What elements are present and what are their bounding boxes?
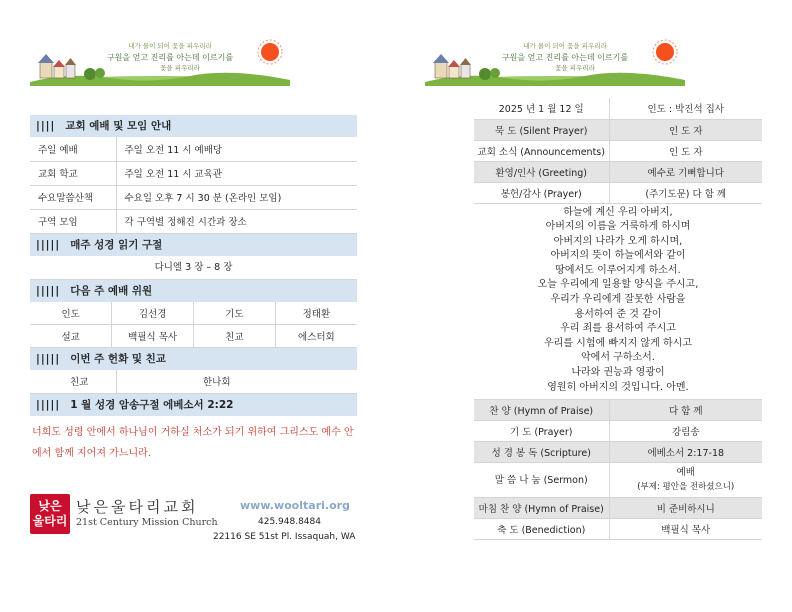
section-header-memory-verse: ||||| 1 월 성경 암송구절 에베소서 2:22 <box>30 394 357 416</box>
sermon-row: 말 씀 나 눔 (Sermon) 예배 (부제: 평안을 전하셨으니) <box>474 463 762 498</box>
bible-reading-passage: 다니엘 3 장 – 8 장 <box>30 256 357 280</box>
table-row: 주일 예배 주일 오전 11 시 예배당 <box>30 137 357 161</box>
lords-prayer-text: 하늘에 계신 우리 아버지, 아버지의 이름을 거룩하게 하시며 아버지의 나라가 오게 하시며, 아버지의 뜻이 하늘에서와 같이 땅에서도 이루어지게 하소서. 오늘 우리에게 일용할 양식을 주시고, 우리가 우리에게 잘못한 사람을 용서하여 준 것 같이 우리 죄를 용서하여 주시고 우리를 시험에 빠지지 않게 하시고 악에서 구하소서. 나라와 권능과 영광이 영원히 아버지의 것입니다. 아멘. <box>474 203 762 400</box>
church-address: 22116 SE 51st Pl. Issaquah, WA <box>213 532 356 542</box>
church-name: 낮은울타리교회 <box>76 498 199 516</box>
banner-text-line1-right: 내가 물이 되어 꽃을 피우리라 <box>523 42 607 50</box>
table-row: 교회 소식 (Announcements) 인 도 자 <box>474 140 762 161</box>
service-date: 2025 년 1 월 12 일 <box>474 98 609 119</box>
sermon-subtitle: (부제: 평안을 전하셨으니) <box>637 482 735 493</box>
order-of-worship-panel <box>474 98 762 540</box>
table-row: 성 경 봉 독 (Scripture) 에베소서 2:17-18 <box>474 442 762 463</box>
section-header-offering: ||||| 이번 주 헌화 및 친교 <box>30 348 357 370</box>
banner-text-line2: 구원을 얻고 진리를 아는데 이르기를 <box>106 53 234 62</box>
table-row: 축 도 (Benediction) 백필식 목사 <box>474 519 762 540</box>
memory-verse-text: 너희도 성령 안에서 하나님이 거하실 처소가 되기 위하여 그리스도 예수 안에서 함께 지어져 가느니라. <box>32 426 354 459</box>
table-row: 봉헌/감사 (Prayer) (주기도문) 다 함 께 <box>474 182 762 203</box>
lords-prayer-row <box>474 203 762 400</box>
table-row: 환영/인사 (Greeting) 예수로 기뻐합니다 <box>474 161 762 182</box>
header-banner-left <box>30 38 290 86</box>
table-row: 인도 김선경 기도 정태환 <box>30 302 357 325</box>
worship-schedule-table <box>30 137 357 234</box>
section-header-worship-info: |||| 교회 예배 및 모임 안내 <box>30 115 357 137</box>
banner-text-line3: 꽃을 피우리라 <box>160 64 200 72</box>
table-row: 묵 도 (Silent Prayer) 인 도 자 <box>474 119 762 140</box>
table-row: 구역 모임 각 구역별 정해진 시간과 장소 <box>30 209 357 233</box>
church-logo: 낮은 울타리 <box>30 494 70 534</box>
church-website-link[interactable]: www.wooltari.org <box>240 499 350 512</box>
sermon-title: 예배 <box>676 467 695 479</box>
section-header-next-servants: ||||| 다음 주 예배 위원 <box>30 280 357 302</box>
next-servants-table <box>30 302 357 349</box>
table-row: 교회 학교 주일 오전 11 시 교육관 <box>30 161 357 185</box>
service-leader: 인도 : 박진석 집사 <box>609 98 762 119</box>
banner-text-line2-right: 구원을 얻고 진리를 아는데 이르기를 <box>501 53 629 62</box>
table-row <box>474 98 762 119</box>
offering-table <box>30 370 357 394</box>
banner-text-line3-right: 꽃을 피우리라 <box>555 64 595 72</box>
banner-text-line1: 내가 물이 되어 꽃을 피우리라 <box>128 42 212 50</box>
table-row: 수요말씀산책 수요일 오후 7 시 30 분 (온라인 모임) <box>30 185 357 209</box>
church-english-name: 21st Century Mission Church <box>76 517 218 528</box>
left-panel <box>30 115 357 464</box>
header-banner-right <box>425 38 685 86</box>
table-row: 친교 한나회 <box>30 370 357 393</box>
table-row: 설교 백필식 목사 친교 에스터회 <box>30 325 357 348</box>
section-header-bible-reading: ||||| 매주 성경 읽기 구절 <box>30 234 357 256</box>
table-row: 마침 찬 양 (Hymn of Praise) 비 준비하시니 <box>474 498 762 519</box>
table-row: 찬 양 (Hymn of Praise) 다 함 께 <box>474 400 762 421</box>
church-phone: 425.948.8484 <box>258 517 321 527</box>
table-row: 기 도 (Prayer) 강림송 <box>474 421 762 442</box>
order-of-worship-table <box>474 98 762 540</box>
